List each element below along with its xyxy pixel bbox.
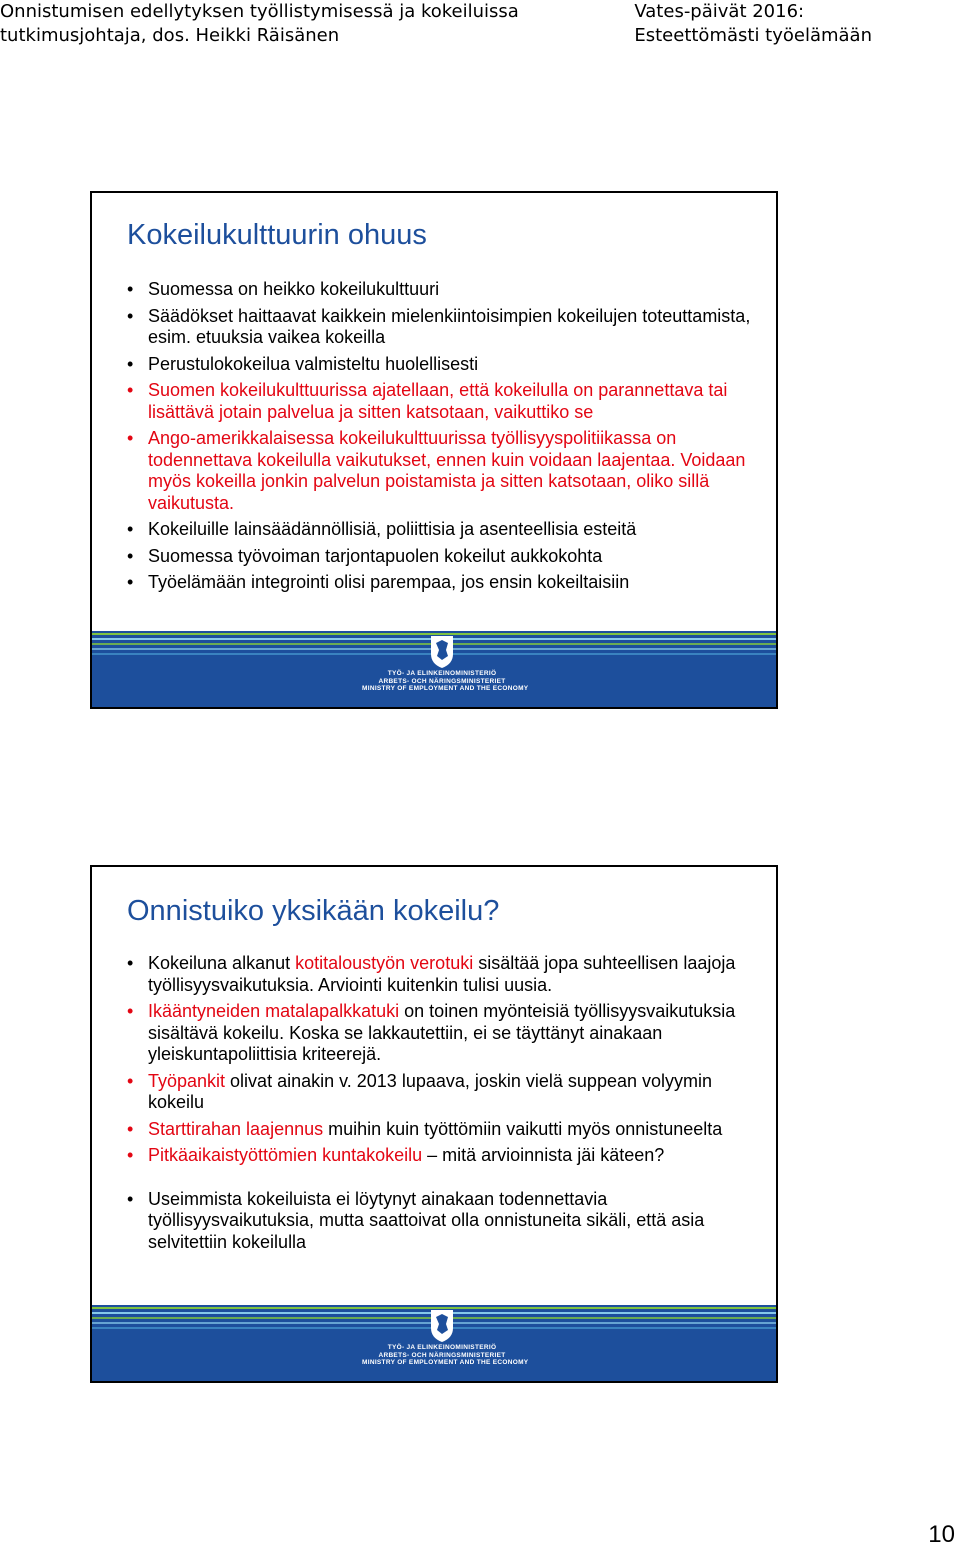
bullet-icon: • [127,545,134,566]
bullet-text: Kokeiluille lainsäädännöllisiä, poliittisia ja asenteellisia esteitä [148,519,637,539]
slide-2 [90,865,778,1383]
list-item [127,354,757,376]
list-item [127,1071,757,1114]
bullet-icon: • [127,353,134,374]
bullet-icon: • [127,572,134,592]
list-item [127,519,757,541]
list-item [127,306,757,349]
logo-text-sv: ARBETS- OCH NÄRINGSMINISTERIET [378,1351,506,1359]
bullet-icon: • [127,1118,134,1139]
bullet-text: Suomessa työvoiman tarjontapuolen kokeilut aukkokohta [148,545,603,566]
highlight-text: kotitaloustyön verotuki [295,953,474,973]
logo-text-sv: ARBETS- OCH NÄRINGSMINISTERIET [378,677,506,685]
bullet-icon: • [127,1145,134,1165]
bullet-text: Työelämään integrointi olisi parempaa, jos ensin kokeiltaisiin [148,572,630,592]
bullet-text: sisältää jopa suhteellisen laajoja työllisyysvaikutuksia. Arviointi kuitenkin tulisi uusia. [148,953,736,995]
list-item [127,1189,757,1254]
logo-text-fi: TYÖ- JA ELINKEINOMINISTERIÖ [387,670,497,677]
header-event: Vates-päivät 2016: [634,1,805,22]
ministry-logo [362,1308,529,1367]
list-item [127,279,757,301]
bullet-text: Ango-amerikkalaisessa kokeilukulttuurissa työllisyyspolitiikassa on todennettava kokeilulla vaikutukset, ennen kuin voidaan laajentaa. Voidaan myös kokeilla jonkin palvelun poistamista ja sitten katsotaan, oliko sillä vaikutusta. [148,428,746,513]
header-presentation-title: Onnistumisen edellytyksen työllistymisessä ja kokeiluissa [0,1,519,22]
bullet-list [127,279,757,599]
bullet-text: Säädökset haittaavat kaikkein mielenkiintoisimpien kokeilujen toteuttamista, esim. etuuksia vaikea kokeilla [148,305,751,347]
logo-text-fi: TYÖ- JA ELINKEINOMINISTERIÖ [387,1344,497,1351]
bullet-text: – mitä arvioinnista jäi käteen? [422,1145,665,1165]
coat-of-arms-icon [429,1308,455,1344]
header-left [0,0,519,48]
bullet-list [127,953,757,1258]
bullet-icon: • [127,519,134,539]
list-item [127,380,757,423]
list-item [127,1145,757,1167]
slide-title: Kokeilukulttuurin ohuus [127,219,427,251]
list-item [127,953,757,996]
bullet-text: Suomen kokeilukulttuurissa ajatellaan, että kokeilulla on parannettava tai lisättävä jotain palvelua ja sitten katsotaan, vaikuttiko se [148,380,728,422]
bullet-text: Perustulokokeilua valmisteltu huolellisesti [148,353,479,374]
bullet-text: olivat ainakin v. 2013 lupaava, joskin vielä suppean volyymin kokeilu [148,1070,712,1112]
slide-1 [90,191,778,709]
list-item [127,428,757,514]
bullet-icon: • [127,428,134,448]
slide-title: Onnistuiko yksikään kokeilu? [127,895,500,927]
header-right [634,0,872,48]
bullet-icon: • [127,953,134,973]
bullet-text: Suomessa on heikko kokeilukulttuuri [148,279,440,299]
bullet-icon: • [127,279,134,299]
header-author: tutkimusjohtaja, dos. Heikki Räisänen [0,25,340,46]
logo-text-en: MINISTRY OF EMPLOYMENT AND THE ECONOMY [362,1359,529,1366]
ministry-footer-band [92,631,776,707]
bullet-icon: • [127,1188,134,1209]
bullet-icon: • [127,1001,134,1021]
header-event-theme: Esteettömästi työelämään [634,25,872,46]
list-item [127,546,757,568]
bullet-icon: • [127,305,134,326]
bullet-icon: • [127,380,134,400]
list-item [127,1001,757,1066]
highlight-text: Starttirahan laajennus [148,1118,324,1139]
highlight-text: Ikääntyneiden matalapalkkatuki [148,1001,400,1021]
highlight-text: Pitkäaikaistyöttömien kuntakokeilu [148,1145,423,1165]
coat-of-arms-icon [429,634,455,670]
bullet-text: Useimmista kokeiluista ei löytynyt ainakaan todennettavia työllisyysvaikutuksia, mutta saattoivat olla onnistuneita sikäli, että asia selvitettiin kokeilulla [148,1188,705,1252]
bullet-icon: • [127,1070,134,1091]
ministry-footer-band [92,1305,776,1381]
bullet-text: on toinen myönteisiä työllisyysvaikutuksia sisältävä kokeilu. Koska se lakkautettiin, ei se täyttänyt ainakaan yleiskuntapoliittisia kriteerejä. [148,1001,736,1064]
page-number: 10 [928,1521,955,1548]
bullet-text: muihin kuin työttömiin vaikutti myös onnistuneelta [323,1118,723,1139]
logo-text-en: MINISTRY OF EMPLOYMENT AND THE ECONOMY [362,685,529,692]
ministry-logo [362,634,529,693]
list-item [127,572,757,594]
highlight-text: Työpankit [148,1070,226,1091]
list-item [127,1119,757,1141]
bullet-text: Kokeiluna alkanut [148,953,296,973]
